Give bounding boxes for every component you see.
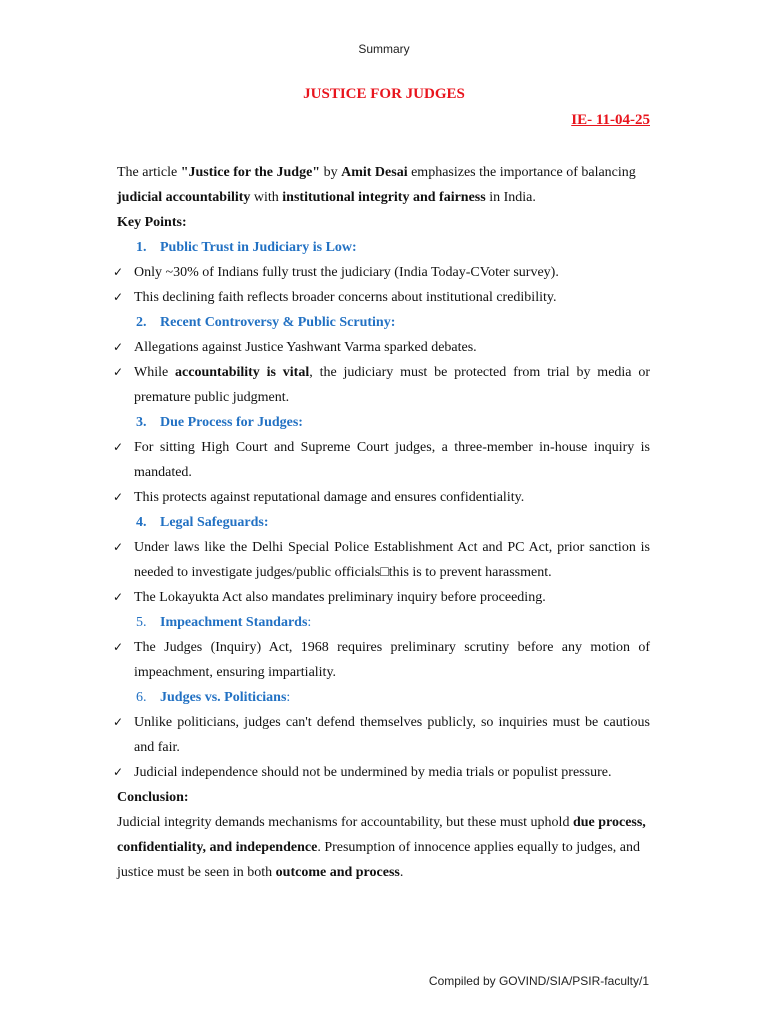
bullet-item: ✓ This declining faith reflects broader concerns about institutional credibility. <box>117 285 650 310</box>
checkmark-icon: ✓ <box>113 365 124 379</box>
section-heading-6: 6. Judges vs. Politicians: <box>136 690 291 705</box>
document-body <box>113 160 650 885</box>
key-points-heading: Key Points: <box>117 215 187 230</box>
checkmark-icon: ✓ <box>113 765 124 779</box>
bullet-item: ✓ While accountability is vital, the judiciary must be protected from trial by media or premature public judgment. <box>117 360 650 410</box>
checkmark-icon: ✓ <box>113 640 124 654</box>
bullet-item: ✓ Judicial independence should not be undermined by media trials or populist pressure. <box>117 760 650 785</box>
bullet-item: ✓ The Lokayukta Act also mandates preliminary inquiry before proceeding. <box>117 585 650 610</box>
section-heading-2: 2. Recent Controversy & Public Scrutiny: <box>136 315 396 330</box>
section-heading-5: 5. Impeachment Standards: <box>136 615 312 630</box>
bullet-item: ✓ Allegations against Justice Yashwant Varma sparked debates. <box>117 335 650 360</box>
document-title: JUSTICE FOR JUDGES <box>303 86 465 102</box>
checkmark-icon: ✓ <box>113 290 124 304</box>
page-footer: Compiled by GOVIND/SIA/PSIR-faculty/1 <box>428 974 649 988</box>
section-heading-1: 1. Public Trust in Judiciary is Low: <box>136 240 357 255</box>
bullet-item: ✓ Unlike politicians, judges can't defend themselves publicly, so inquiries must be cautious and fair. <box>117 710 650 760</box>
checkmark-icon: ✓ <box>113 715 124 729</box>
section-heading-3: 3. Due Process for Judges: <box>136 415 303 430</box>
section-heading-4: 4. Legal Safeguards: <box>136 515 269 530</box>
checkmark-icon: ✓ <box>113 440 124 454</box>
conclusion-heading: Conclusion: <box>117 790 189 805</box>
checkmark-icon: ✓ <box>113 540 124 554</box>
bullet-item: ✓ For sitting High Court and Supreme Court judges, a three-member in-house inquiry is mandated. <box>117 435 650 485</box>
bullet-item: ✓ Only ~30% of Indians fully trust the judiciary (India Today-CVoter survey). <box>117 260 650 285</box>
document-date: IE- 11-04-25 <box>571 112 650 128</box>
bullet-item: ✓ Under laws like the Delhi Special Police Establishment Act and PC Act, prior sanction is needed to investigate judges/public officials□this is to prevent harassment. <box>117 535 650 585</box>
checkmark-icon: ✓ <box>113 340 124 354</box>
bullet-item: ✓ This protects against reputational damage and ensures confidentiality. <box>117 485 650 510</box>
page-header: Summary <box>358 42 410 56</box>
checkmark-icon: ✓ <box>113 265 124 279</box>
checkmark-icon: ✓ <box>113 590 124 604</box>
conclusion-paragraph: Judicial integrity demands mechanisms for accountability, but these must uphold due process, confidentiality, and independence. Presumption of innocence applies equally to judges, and justice must be seen in both outcome and process. <box>117 815 646 880</box>
bullet-item: ✓ The Judges (Inquiry) Act, 1968 requires preliminary scrutiny before any motion of impeachment, ensuring impartiality. <box>117 635 650 685</box>
checkmark-icon: ✓ <box>113 490 124 504</box>
intro-paragraph: The article "Justice for the Judge" by Amit Desai emphasizes the importance of balancing judicial accountability with institutional integrity and fairness in India. <box>117 165 636 205</box>
